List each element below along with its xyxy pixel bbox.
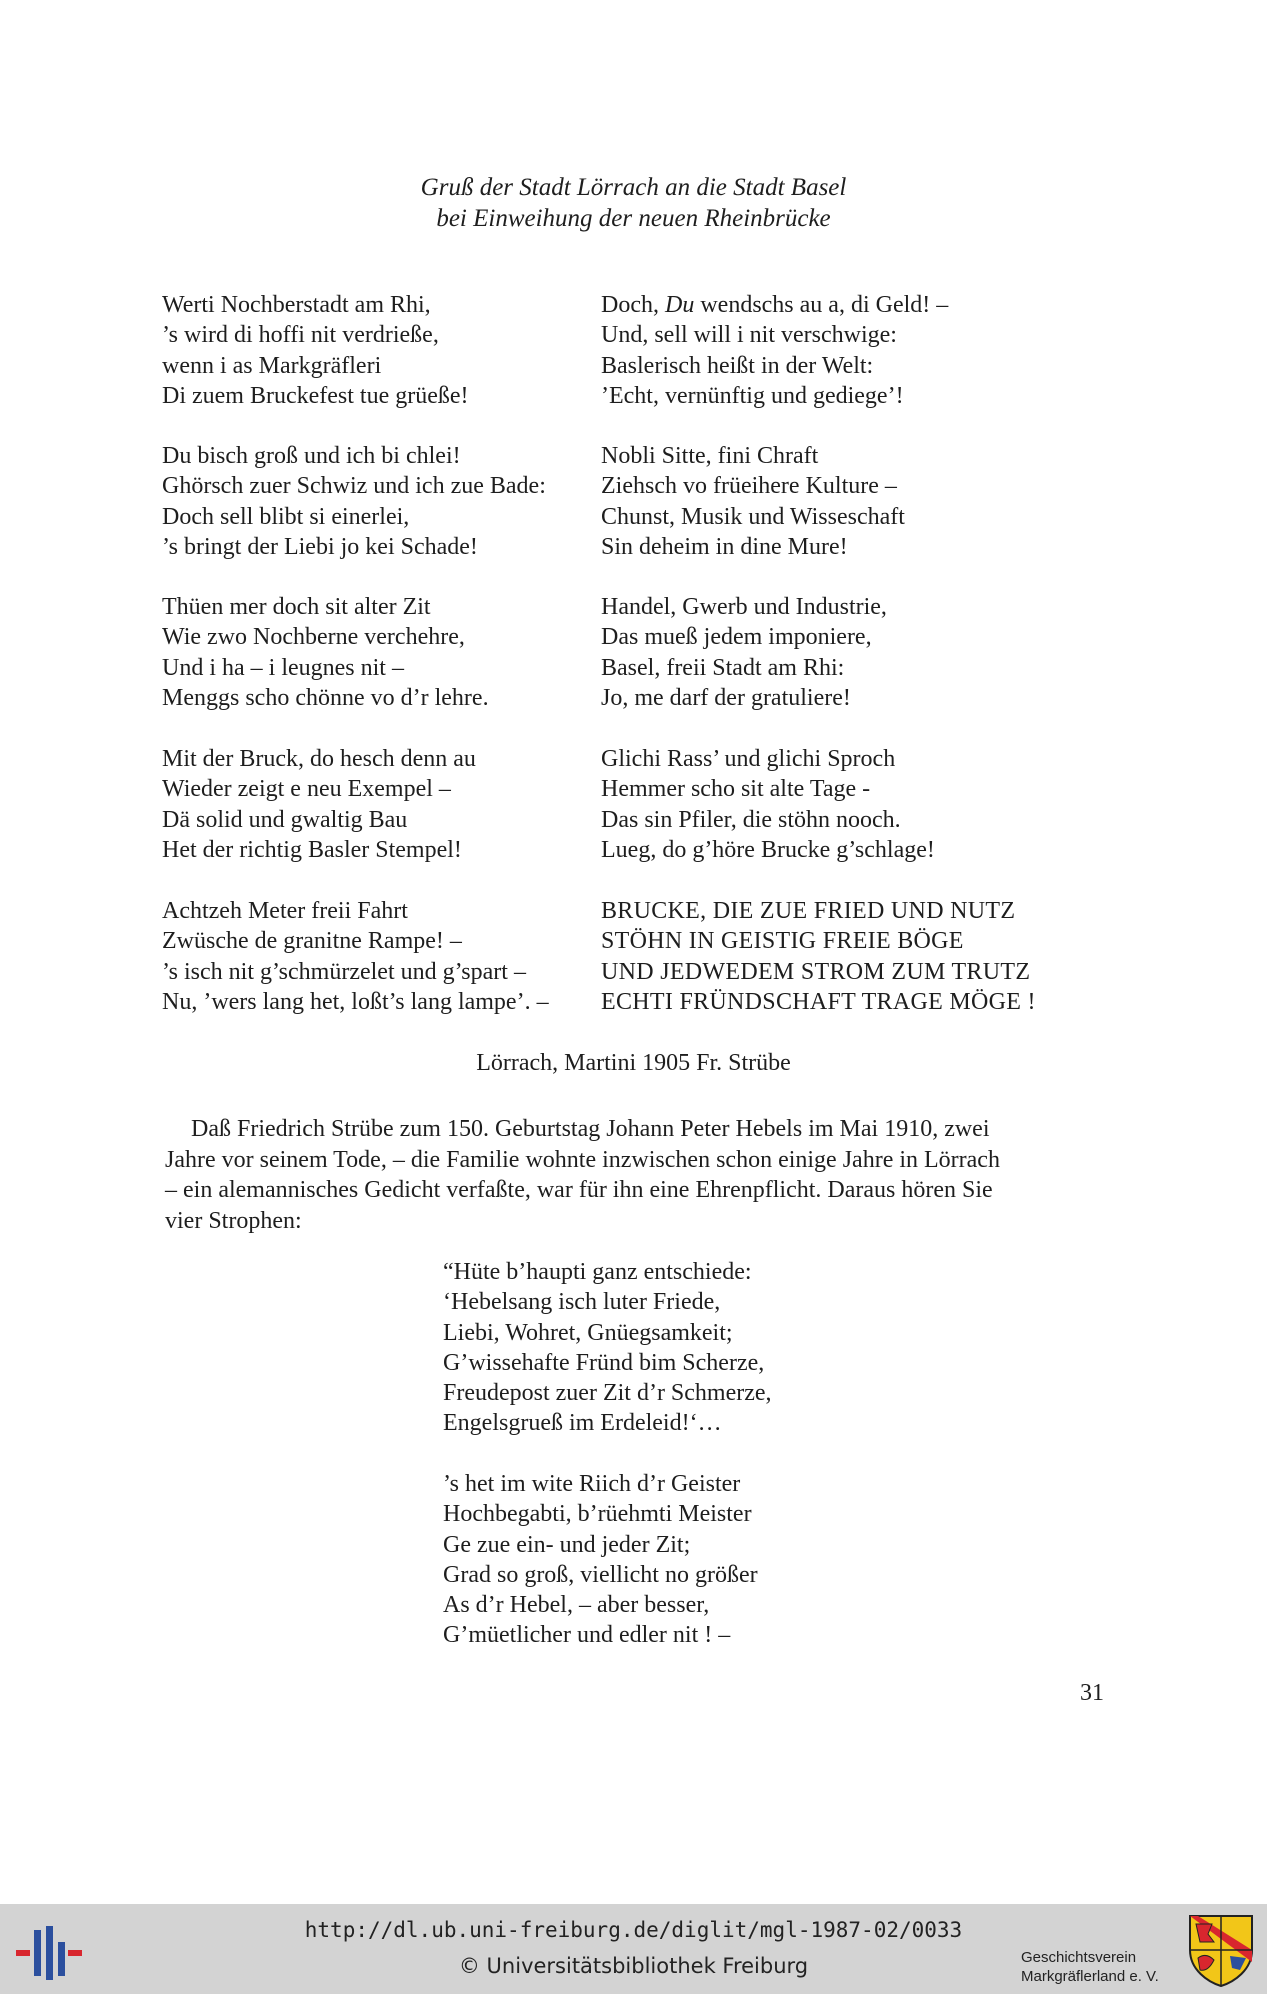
stanza-right-4 — [601, 744, 935, 865]
stanza-left-1 — [162, 290, 469, 411]
prose-line: Jahre vor seinem Tode, – die Familie wohnte inzwischen schon einige Jahre in Lörrach — [165, 1146, 1000, 1173]
verse-line: Engelsgrueß im Erdeleid!‘… — [443, 1410, 722, 1437]
stanza-right-5-capitals — [601, 896, 1036, 1017]
verse-line: Nu, ’wers lang het, loßt’s lang lampe’. – — [162, 988, 549, 1015]
verse-line: Ghörsch zuer Schwiz und ich zue Bade: — [162, 473, 546, 500]
verse-line: Liebi, Wohret, Gnüegsamkeit; — [443, 1319, 733, 1346]
verse-line: Und i ha – i leugnes nit – — [162, 654, 404, 681]
verse-line: ‘Hebelsang isch luter Friede, — [443, 1289, 721, 1316]
quoted-stanza-1 — [443, 1257, 772, 1439]
verse-line: ’s het im wite Riich d’r Geister — [443, 1471, 741, 1497]
verse-fragment: Doch, — [601, 292, 665, 318]
verse-line: ECHTI FRÜNDSCHAFT TRAGE MÖGE ! — [601, 988, 1036, 1015]
verse-line: Jo, me darf der gratuliere! — [601, 684, 851, 711]
verse-line: Das mueß jedem imponiere, — [601, 624, 872, 651]
verse-line: Het der richtig Basler Stempel! — [162, 836, 462, 863]
verse-line: Wie zwo Nochberne verchehre, — [162, 624, 465, 651]
verse-line: BRUCKE, DIE ZUE FRIED UND NUTZ — [601, 898, 1016, 924]
footer-bar — [0, 1904, 1267, 1994]
verse-line: Werti Nochberstadt am Rhi, — [162, 292, 431, 318]
verse-line: Chunst, Musik und Wisseschaft — [601, 503, 905, 530]
verse-line: Baslerisch heißt in der Welt: — [601, 352, 874, 379]
verse-line: Ge zue ein- und jeder Zit; — [443, 1531, 691, 1558]
association-name — [1021, 1948, 1159, 1986]
title-line-2: bei Einweihung der neuen Rheinbrücke — [436, 205, 831, 232]
stanza-left-2 — [162, 441, 546, 562]
verse-line: Glichi Rass’ und glichi Sproch — [601, 746, 896, 772]
verse-line — [601, 290, 948, 320]
prose-line: Daß Friedrich Strübe zum 150. Geburtstag Johann Peter Hebels im Mai 1910, zwei — [191, 1116, 990, 1142]
emphasis: Du — [664, 292, 695, 318]
verse-line: As d’r Hebel, – aber besser, — [443, 1592, 710, 1619]
verse-line: Freudepost zuer Zit d’r Schmerze, — [443, 1380, 772, 1407]
verse-line: Wieder zeigt e neu Exempel – — [162, 776, 451, 803]
footer-copyright: © Universitätsbibliothek Freiburg — [458, 1954, 809, 1978]
verse-line: Nobli Sitte, fini Chraft — [601, 443, 819, 469]
verse-line: Di zuem Bruckefest tue grüeße! — [162, 382, 469, 409]
prose-line: vier Strophen: — [165, 1207, 302, 1234]
verse-line: G’müetlicher und edler nit ! – — [443, 1622, 731, 1649]
verse-line: Handel, Gwerb und Industrie, — [601, 594, 887, 620]
verse-line: UND JEDWEDEM STROM ZUM TRUTZ — [601, 958, 1031, 985]
verse-line: Lueg, do g’höre Brucke g’schlage! — [601, 836, 935, 863]
stanza-right-3 — [601, 592, 887, 713]
stanza-right-2 — [601, 441, 905, 562]
verse-line: Hemmer scho sit alte Tage - — [601, 776, 871, 803]
verse-line: Du bisch groß und ich bi chlei! — [162, 443, 461, 469]
verse-line: Hochbegabti, b’rüehmti Meister — [443, 1501, 752, 1528]
verse-line: STÖHN IN GEISTIG FREIE BÖGE — [601, 928, 964, 955]
footer-url-link[interactable]: http://dl.ub.uni-freiburg.de/diglit/mgl-1987-02/0033 — [304, 1918, 963, 1942]
title-line-1: Gruß der Stadt Lörrach an die Stadt Basel — [420, 174, 847, 201]
verse-line: Ziehsch vo früeihere Kulture – — [601, 473, 897, 500]
prose-paragraph — [165, 1114, 1105, 1236]
verse-line: Dä solid und gwaltig Bau — [162, 806, 408, 833]
quoted-stanza-2 — [443, 1469, 758, 1651]
verse-line: Achtzeh Meter freii Fahrt — [162, 898, 408, 924]
stanza-left-4 — [162, 744, 476, 865]
verse-line: Doch sell blibt si einerlei, — [162, 503, 410, 530]
coat-of-arms-icon — [1186, 1912, 1256, 1988]
verse-fragment: wendschs au a, di Geld! – — [694, 292, 949, 318]
association-line-1: Geschichtsverein — [1021, 1949, 1137, 1966]
verse-line: Und, sell will i nit verschwige: — [601, 322, 897, 349]
prose-line: – ein alemannisches Gedicht verfaßte, war für ihn eine Ehrenpflicht. Daraus hören Sie — [165, 1177, 993, 1203]
verse-line: Mit der Bruck, do hesch denn au — [162, 746, 476, 772]
verse-line: G’wissehafte Fründ bim Scherze, — [443, 1349, 765, 1376]
association-line-2: Markgräflerland e. V. — [1021, 1968, 1159, 1985]
verse-line: Zwüsche de granitne Rampe! – — [162, 928, 462, 955]
verse-line: wenn i as Markgräfleri — [162, 352, 382, 379]
verse-line: Basel, freii Stadt am Rhi: — [601, 654, 845, 681]
stanza-left-5 — [162, 896, 549, 1017]
verse-line: ’Echt, vernünftig und gediege’! — [601, 382, 904, 409]
verse-line: Sin deheim in dine Mure! — [601, 533, 848, 560]
verse-line: Grad so groß, viellicht no größer — [443, 1561, 758, 1588]
verse-line: ’s isch nit g’schmürzelet und g’spart – — [162, 958, 526, 985]
verse-line: Thüen mer doch sit alter Zit — [162, 594, 431, 620]
poem-dateline: Lörrach, Martini 1905 Fr. Strübe — [476, 1050, 791, 1076]
verse-line: ’s bringt der Liebi jo kei Schade! — [162, 533, 478, 560]
verse-line: ’s wird di hoffi nit verdrieße, — [162, 322, 439, 349]
stanza-left-3 — [162, 592, 489, 713]
verse-line: Menggs scho chönne vo d’r lehre. — [162, 684, 489, 711]
poem-title — [0, 172, 1267, 234]
page-number: 31 — [1080, 1680, 1104, 1706]
verse-line: “Hüte b’haupti ganz entschiede: — [443, 1259, 752, 1285]
stanza-right-1 — [601, 290, 948, 411]
verse-line: Das sin Pfiler, die stöhn nooch. — [601, 806, 901, 833]
